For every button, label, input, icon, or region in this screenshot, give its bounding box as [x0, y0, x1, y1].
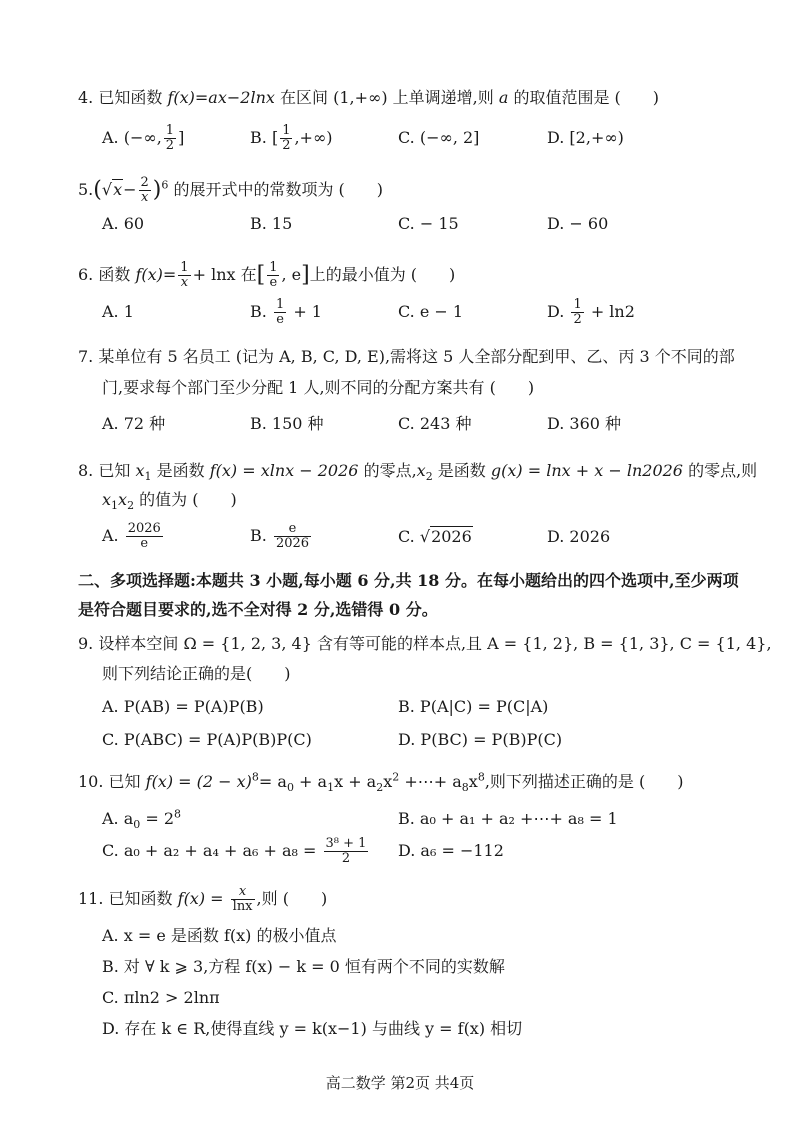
subscript: 1: [327, 781, 335, 795]
q6-tail: 上的最小值为 ( ): [309, 265, 456, 284]
q7-option-c[interactable]: C. 243 种: [398, 414, 472, 433]
q11-option-d[interactable]: D. 存在 k ∈ R,使得直线 y = k(x−1) 与曲线 y = f(x) 相切: [102, 1019, 523, 1038]
fraction: [231, 885, 255, 914]
fraction-denominator: 2: [282, 138, 291, 153]
q11-tail: ,则 ( ): [256, 889, 328, 908]
minus: −: [123, 180, 137, 199]
q5-number: 5.: [78, 180, 94, 199]
fraction: [571, 298, 583, 327]
q6-fx: f(x): [135, 265, 163, 284]
fraction-denominator: e: [276, 312, 284, 327]
fraction-numerator: 2026: [127, 521, 161, 536]
fraction-numerator: 3⁸ + 1: [325, 836, 367, 851]
q8-f-expr: f(x) = xlnx − 2026: [209, 461, 359, 480]
q7-line2: 门,要求每个部门至少分配 1 人,则不同的分配方案共有 ( ): [102, 378, 535, 397]
interval-end: , e: [281, 265, 302, 284]
section2-line2: 是符合题目要求的,选不全对得 2 分,选错得 0 分。: [78, 600, 438, 619]
q8-g-expr: g(x) = lnx + x − ln2026: [490, 461, 683, 480]
q8-option-b[interactable]: [250, 522, 313, 551]
q10-stem-a: 10. 已知: [78, 772, 141, 791]
subscript: 2: [127, 499, 135, 513]
q6-option-a[interactable]: A. 1: [102, 302, 134, 321]
q8-line2-tail: 的值为 ( ): [139, 490, 237, 509]
option-text: ]: [178, 128, 185, 147]
q7-option-a[interactable]: A. 72 种: [102, 414, 166, 433]
q6-option-d[interactable]: [547, 298, 635, 327]
q8-x2: x: [416, 461, 426, 480]
option-text: C. a₀ + a₂ + a₄ + a₆ + a₈ =: [102, 841, 317, 860]
q8-line1: [78, 460, 757, 482]
fraction-denominator: e: [140, 536, 149, 551]
q9-option-c[interactable]: C. P(ABC) = P(A)P(B)P(C): [102, 730, 312, 749]
q10-eq: = a: [258, 772, 287, 791]
sqrt-sign: √: [101, 180, 113, 199]
q5-option-a[interactable]: A. 60: [102, 214, 145, 233]
fraction-denominator: 2: [341, 851, 351, 866]
fraction-numerator: 1: [282, 123, 291, 138]
exponent: 8: [251, 770, 259, 784]
q5-option-b[interactable]: B. 15: [250, 214, 293, 233]
q11-stem-a: 11. 已知函数: [78, 889, 173, 908]
q6-mid: + lnx 在: [192, 265, 257, 284]
fraction: [267, 261, 279, 290]
fraction-denominator: e: [269, 275, 278, 290]
q10-option-c[interactable]: [102, 837, 370, 866]
fraction: [139, 176, 151, 205]
fraction-numerator: 1: [269, 260, 278, 275]
q4-var: a: [498, 88, 509, 107]
option-label: A.: [102, 128, 119, 147]
q5-option-d[interactable]: D. − 60: [547, 214, 609, 233]
q8-x1: x: [102, 490, 112, 509]
fraction-numerator: 1: [165, 123, 175, 138]
q4-option-b[interactable]: [250, 124, 333, 153]
q10-term: x: [468, 772, 478, 791]
q10-stem: [78, 771, 683, 793]
q6-eq: =: [162, 265, 177, 284]
fraction-denominator: x: [180, 275, 189, 290]
q8-d: 是函数: [437, 461, 486, 480]
option-text: + 1: [293, 302, 322, 321]
q4-option-c[interactable]: C. (−∞, 2]: [398, 128, 480, 147]
q10-tail: ,则下列描述正确的是 ( ): [484, 772, 684, 791]
fraction-numerator: 1: [573, 297, 582, 312]
q4-option-d[interactable]: D. [2,+∞): [547, 128, 624, 147]
exponent: 6: [161, 178, 169, 192]
option-text: A. a: [102, 809, 134, 828]
q8-a: 8. 已知: [78, 461, 131, 480]
sqrt-value: 2026: [431, 527, 472, 546]
option-label: A.: [102, 526, 119, 545]
q10-term: x + a: [334, 772, 377, 791]
q6-stem-a: 6. 函数: [78, 265, 131, 284]
q8-e: 的零点,则: [688, 461, 758, 480]
exponent: 8: [477, 770, 485, 784]
fraction-numerator: e: [274, 522, 311, 537]
fraction: [280, 124, 292, 153]
q7-option-d[interactable]: D. 360 种: [547, 414, 622, 433]
q11-option-c[interactable]: C. πln2 > 2lnπ: [102, 988, 220, 1007]
q10-term: x: [383, 772, 393, 791]
q4-option-a[interactable]: [102, 124, 184, 153]
page-footer: 高二数学 第2页 共4页: [325, 1074, 475, 1092]
option-label: B.: [250, 302, 267, 321]
q7-option-b[interactable]: B. 150 种: [250, 414, 324, 433]
subscript: 2: [425, 470, 433, 484]
q7-line1: 7. 某单位有 5 名员工 (记为 A, B, C, D, E),需将这 5 人全部分配到甲、乙、丙 3 个不同的部: [78, 347, 735, 366]
fraction-numerator: 1: [275, 297, 285, 312]
option-text: [: [271, 128, 279, 147]
q4-stem-c: 的取值范围是 ( ): [513, 88, 660, 107]
option-label: B.: [250, 128, 267, 147]
fraction-denominator: 2026: [275, 536, 310, 551]
paren-open: (: [93, 177, 102, 203]
subscript: 0: [286, 781, 294, 795]
q9-option-d[interactable]: D. P(BC) = P(B)P(C): [398, 730, 563, 749]
q9-option-a[interactable]: A. P(AB) = P(A)P(B): [102, 697, 264, 716]
q6-option-b[interactable]: [250, 298, 322, 327]
q6-stem: [78, 261, 455, 290]
bracket-close: ]: [301, 262, 310, 288]
q8-option-a[interactable]: [102, 522, 165, 551]
paren-close: ): [152, 177, 162, 203]
fraction-denominator: 2: [165, 138, 175, 153]
q8-c: 的零点,: [363, 461, 417, 480]
section2-line1: 二、多项选择题:本题共 3 小题,每小题 6 分,共 18 分。在每小题给出的四个选项中,至少两项: [78, 571, 739, 590]
option-label: D.: [547, 302, 565, 321]
fraction-denominator: x: [140, 190, 149, 205]
q4-expr: =ax−2lnx: [194, 88, 275, 107]
bracket-open: [: [256, 262, 266, 288]
fraction: [274, 522, 311, 551]
sqrt-sign: √: [419, 527, 431, 546]
q8-line2: [102, 489, 237, 511]
fraction-denominator: lnx: [232, 899, 253, 914]
fraction-numerator: 1: [180, 260, 189, 275]
q5-stem: [78, 176, 383, 205]
q4-stem-b: 在区间 (1,+∞) 上单调递增,则: [279, 88, 494, 107]
q4-stem: [78, 87, 659, 109]
option-label: C.: [398, 527, 415, 546]
q6-option-c[interactable]: C. e − 1: [398, 302, 464, 321]
fraction: [324, 837, 369, 866]
subscript: 1: [144, 470, 152, 484]
subscript: 2: [376, 781, 384, 795]
q4-fx: f(x): [167, 88, 195, 107]
q4-stem-a: 4. 已知函数: [78, 88, 163, 107]
sqrt-var: x: [113, 180, 123, 199]
q8-x1: x: [135, 461, 145, 480]
q10-option-b[interactable]: B. a₀ + a₁ + a₂ +⋯+ a₈ = 1: [398, 809, 618, 828]
q10-option-a[interactable]: [102, 808, 181, 830]
q5-tail: 的展开式中的常数项为 ( ): [173, 180, 384, 199]
fraction: [126, 522, 163, 551]
subscript: 8: [461, 781, 469, 795]
exponent: 2: [392, 770, 400, 784]
q8-b: 是函数: [156, 461, 205, 480]
fraction: [164, 124, 176, 153]
q10-term: +⋯+ a: [399, 772, 462, 791]
option-text: (−∞,: [123, 128, 162, 147]
fraction-numerator: x: [231, 885, 255, 900]
q11-stem: [78, 885, 327, 914]
option-text: ,+∞): [294, 128, 333, 147]
q11-fx: f(x) =: [177, 889, 224, 908]
q8-option-d[interactable]: D. 2026: [547, 527, 611, 546]
q9-line1: 9. 设样本空间 Ω = {1, 2, 3, 4} 含有等可能的样本点,且 A = {1, 2}, B = {1, 3}, C = {1, 4},: [78, 634, 772, 653]
option-label: B.: [250, 526, 267, 545]
q8-x2: x: [118, 490, 128, 509]
option-text: + ln2: [590, 302, 635, 321]
q10-f-expr: f(x) = (2 − x): [145, 772, 252, 791]
fraction-numerator: 2: [140, 175, 149, 190]
exponent: 8: [174, 807, 182, 821]
q10-option-d[interactable]: D. a₆ = −112: [398, 841, 504, 860]
q8-option-c[interactable]: [398, 526, 473, 548]
fraction-denominator: 2: [573, 312, 582, 327]
fraction: [178, 261, 190, 290]
q10-term: + a: [293, 772, 328, 791]
q9-line2: 则下列结论正确的是( ): [102, 664, 291, 683]
option-text: = 2: [140, 809, 175, 828]
fraction: [274, 298, 286, 327]
subscript: 1: [111, 499, 119, 513]
q5-option-c[interactable]: C. − 15: [398, 214, 459, 233]
q11-option-a[interactable]: A. x = e 是函数 f(x) 的极小值点: [102, 926, 337, 945]
q11-option-b[interactable]: B. 对 ∀ k ⩾ 3,方程 f(x) − k = 0 恒有两个不同的实数解: [102, 957, 505, 976]
q9-option-b[interactable]: B. P(A|C) = P(C|A): [398, 697, 549, 716]
subscript: 0: [133, 818, 141, 832]
